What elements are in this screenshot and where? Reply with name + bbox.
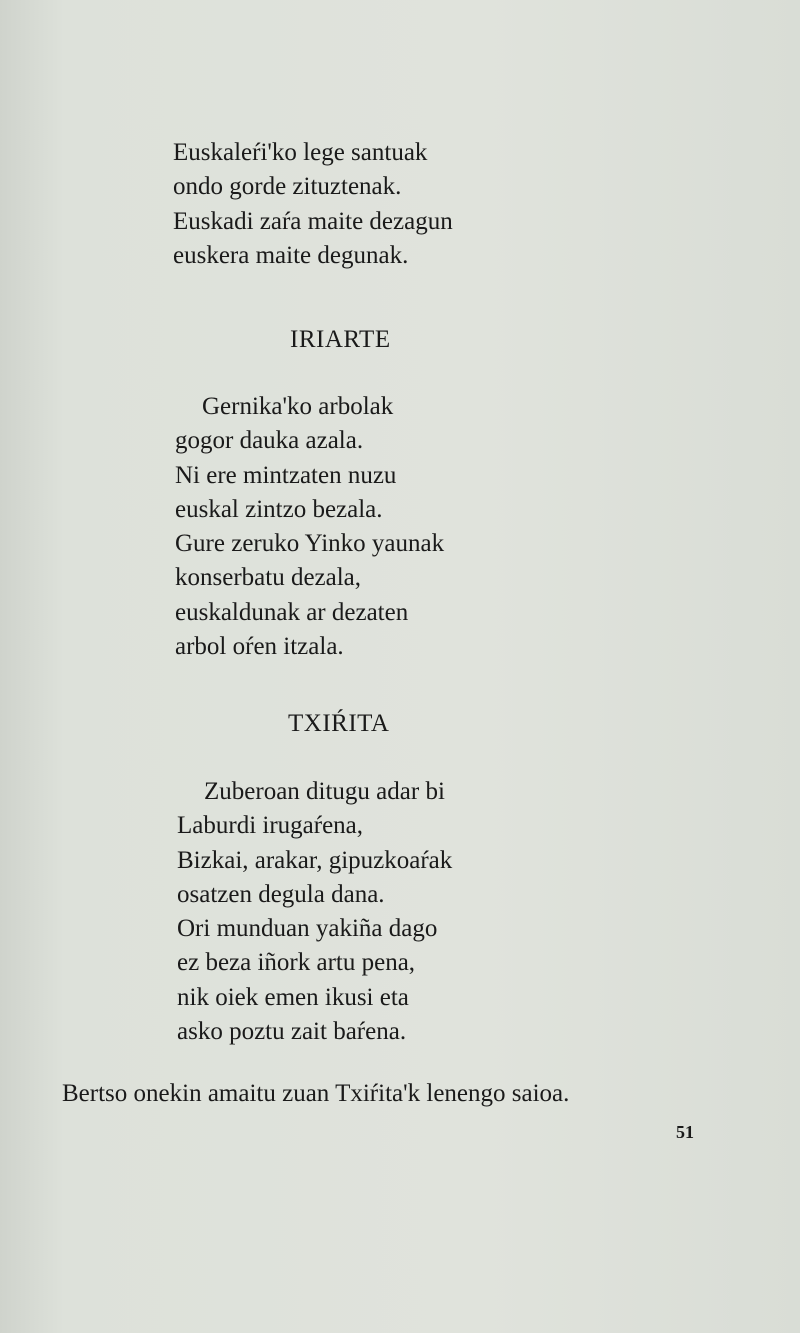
- verse-line: Ni ere mintzaten nuzu: [175, 461, 397, 489]
- iriarte-heading: IRIARTE: [290, 326, 391, 353]
- txirita-stanza: [177, 775, 452, 1049]
- stanza-1: [173, 136, 453, 273]
- verse-line: gogor dauka azala.: [175, 427, 364, 455]
- verse-line: Gure zeruko Yinko yaunak: [175, 530, 445, 558]
- verse-line: arbol oŕen itzala.: [175, 633, 344, 661]
- verse-line: euskaldunak ar dezaten: [175, 598, 409, 626]
- verse-line: ez beza iñork artu pena,: [177, 949, 416, 977]
- verse-line: Euskaleŕi'ko lege santuak: [173, 139, 428, 166]
- txirita-heading: TXIŔITA: [288, 710, 390, 737]
- verse-line: Zuberoan ditugu adar bi: [204, 778, 445, 805]
- page-number: 51: [676, 1122, 694, 1142]
- iriarte-stanza: [175, 390, 444, 664]
- verse-line: Gernika'ko arbolak: [202, 393, 394, 420]
- verse-line: konserbatu dezala,: [175, 564, 362, 592]
- verse-line: Euskadi zaŕa maite dezagun: [173, 207, 453, 235]
- verse-line: Ori munduan yakiña dago: [177, 915, 438, 943]
- verse-line: asko poztu zait baŕena.: [177, 1018, 407, 1046]
- verse-line: ondo gorde zituztenak.: [173, 173, 402, 201]
- verse-line: Bizkai, arakar, gipuzkoaŕak: [177, 846, 453, 874]
- verse-line: osatzen degula dana.: [177, 880, 385, 908]
- verse-line: euskera maite degunak.: [173, 241, 409, 269]
- verse-line: Laburdi irugaŕena,: [177, 812, 364, 840]
- verse-line: euskal zintzo bezala.: [175, 495, 383, 523]
- verse-line: nik oiek emen ikusi eta: [177, 983, 409, 1011]
- closing-sentence: Bertso onekin amaitu zuan Txiŕita'k lenengo saioa.: [62, 1080, 570, 1107]
